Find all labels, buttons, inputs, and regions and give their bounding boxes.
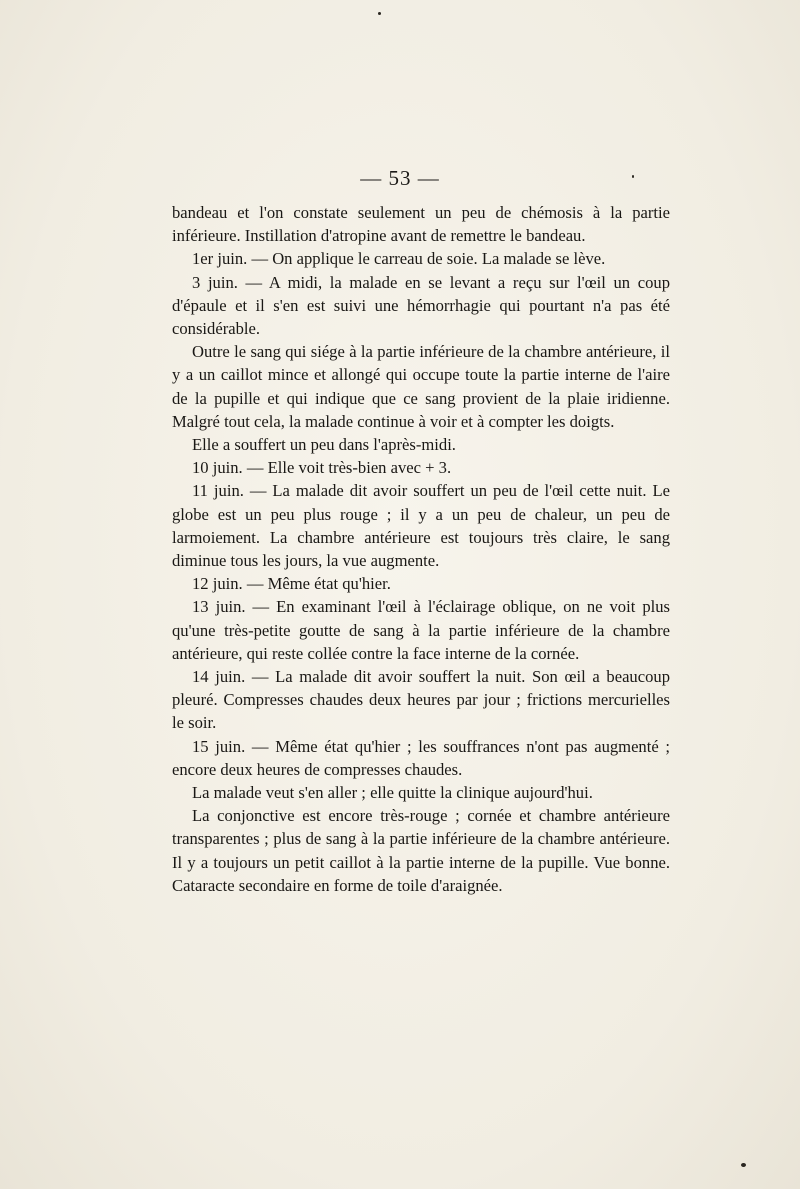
paragraph-afternoon: Elle a souffert un peu dans l'après-midi.: [192, 435, 456, 455]
paragraph-final-state: La conjonctive est encore très-rouge ; cornée et chambre antérieure transparentes ; plus de sang à la partie inférieure de la chambre antérieure. Il y a toujours un petit caillot à la partie interne de la pupille. Vue bonne. Cataracte secondaire en forme de toile d'araignée.: [172, 806, 670, 895]
paragraph-june-14: 14 juin. — La malade dit avoir souffert la nuit. Son œil a beaucoup pleuré. Compresses chaudes deux heures par jour ; frictions mercurielles le soir.: [172, 667, 670, 733]
paragraph-june-3: 3 juin. — A midi, la malade en se levant a reçu sur l'œil un coup d'épaule et il s'en est suivi une hémorrhagie qui pourtant n'a pas été considérable.: [172, 272, 670, 339]
body-text: [172, 201, 670, 897]
paper-speck: [741, 1163, 746, 1167]
paragraph-june-13: 13 juin. — En examinant l'œil à l'éclairage oblique, on ne voit plus qu'une très-petite goutte de sang à la partie inférieure de la chambre antérieure, qui reste collée contre la face interne de la cornée.: [172, 597, 670, 663]
paragraph-june-1: 1er juin. — On applique le carreau de soie. La malade se lève.: [192, 249, 606, 269]
paragraph-june-15: 15 juin. — Même état qu'hier ; les souffrances n'ont pas augmenté ; encore deux heures de compresses chaudes.: [172, 736, 670, 779]
paragraph-june-11: 11 juin. — La malade dit avoir souffert un peu de l'œil cette nuit. Le globe est un peu plus rouge ; il y a un peu de chaleur, un peu de larmoiement. La chambre antérieure est toujours très claire, le sang diminue tous les jours, la vue augmente.: [172, 481, 670, 571]
paragraph-june-12: 12 juin. — Même état qu'hier.: [192, 574, 391, 594]
paper-speck: [632, 175, 634, 178]
paragraph-discharge: La malade veut s'en aller ; elle quitte la clinique aujourd'hui.: [192, 783, 593, 803]
paragraph-clot: Outre le sang qui siége à la partie inférieure de la chambre antérieure, il y a un caillot mince et allongé qui occupe toute la partie interne de l'aire de la pupille et qui indique que ce sang provient de la plaie iridienne. Malgré tout cela, la malade continue à voir et à compter les doigts.: [172, 342, 670, 431]
paper-speck: [378, 12, 381, 15]
paragraph-continuation: bandeau et l'on constate seulement un peu de chémosis à la partie inférieure. Instillation d'atropine avant de remettre le bandeau.: [172, 203, 670, 246]
paragraph-june-10: 10 juin. — Elle voit très-bien avec + 3.: [192, 458, 452, 478]
page-number: — 53 —: [360, 166, 440, 190]
